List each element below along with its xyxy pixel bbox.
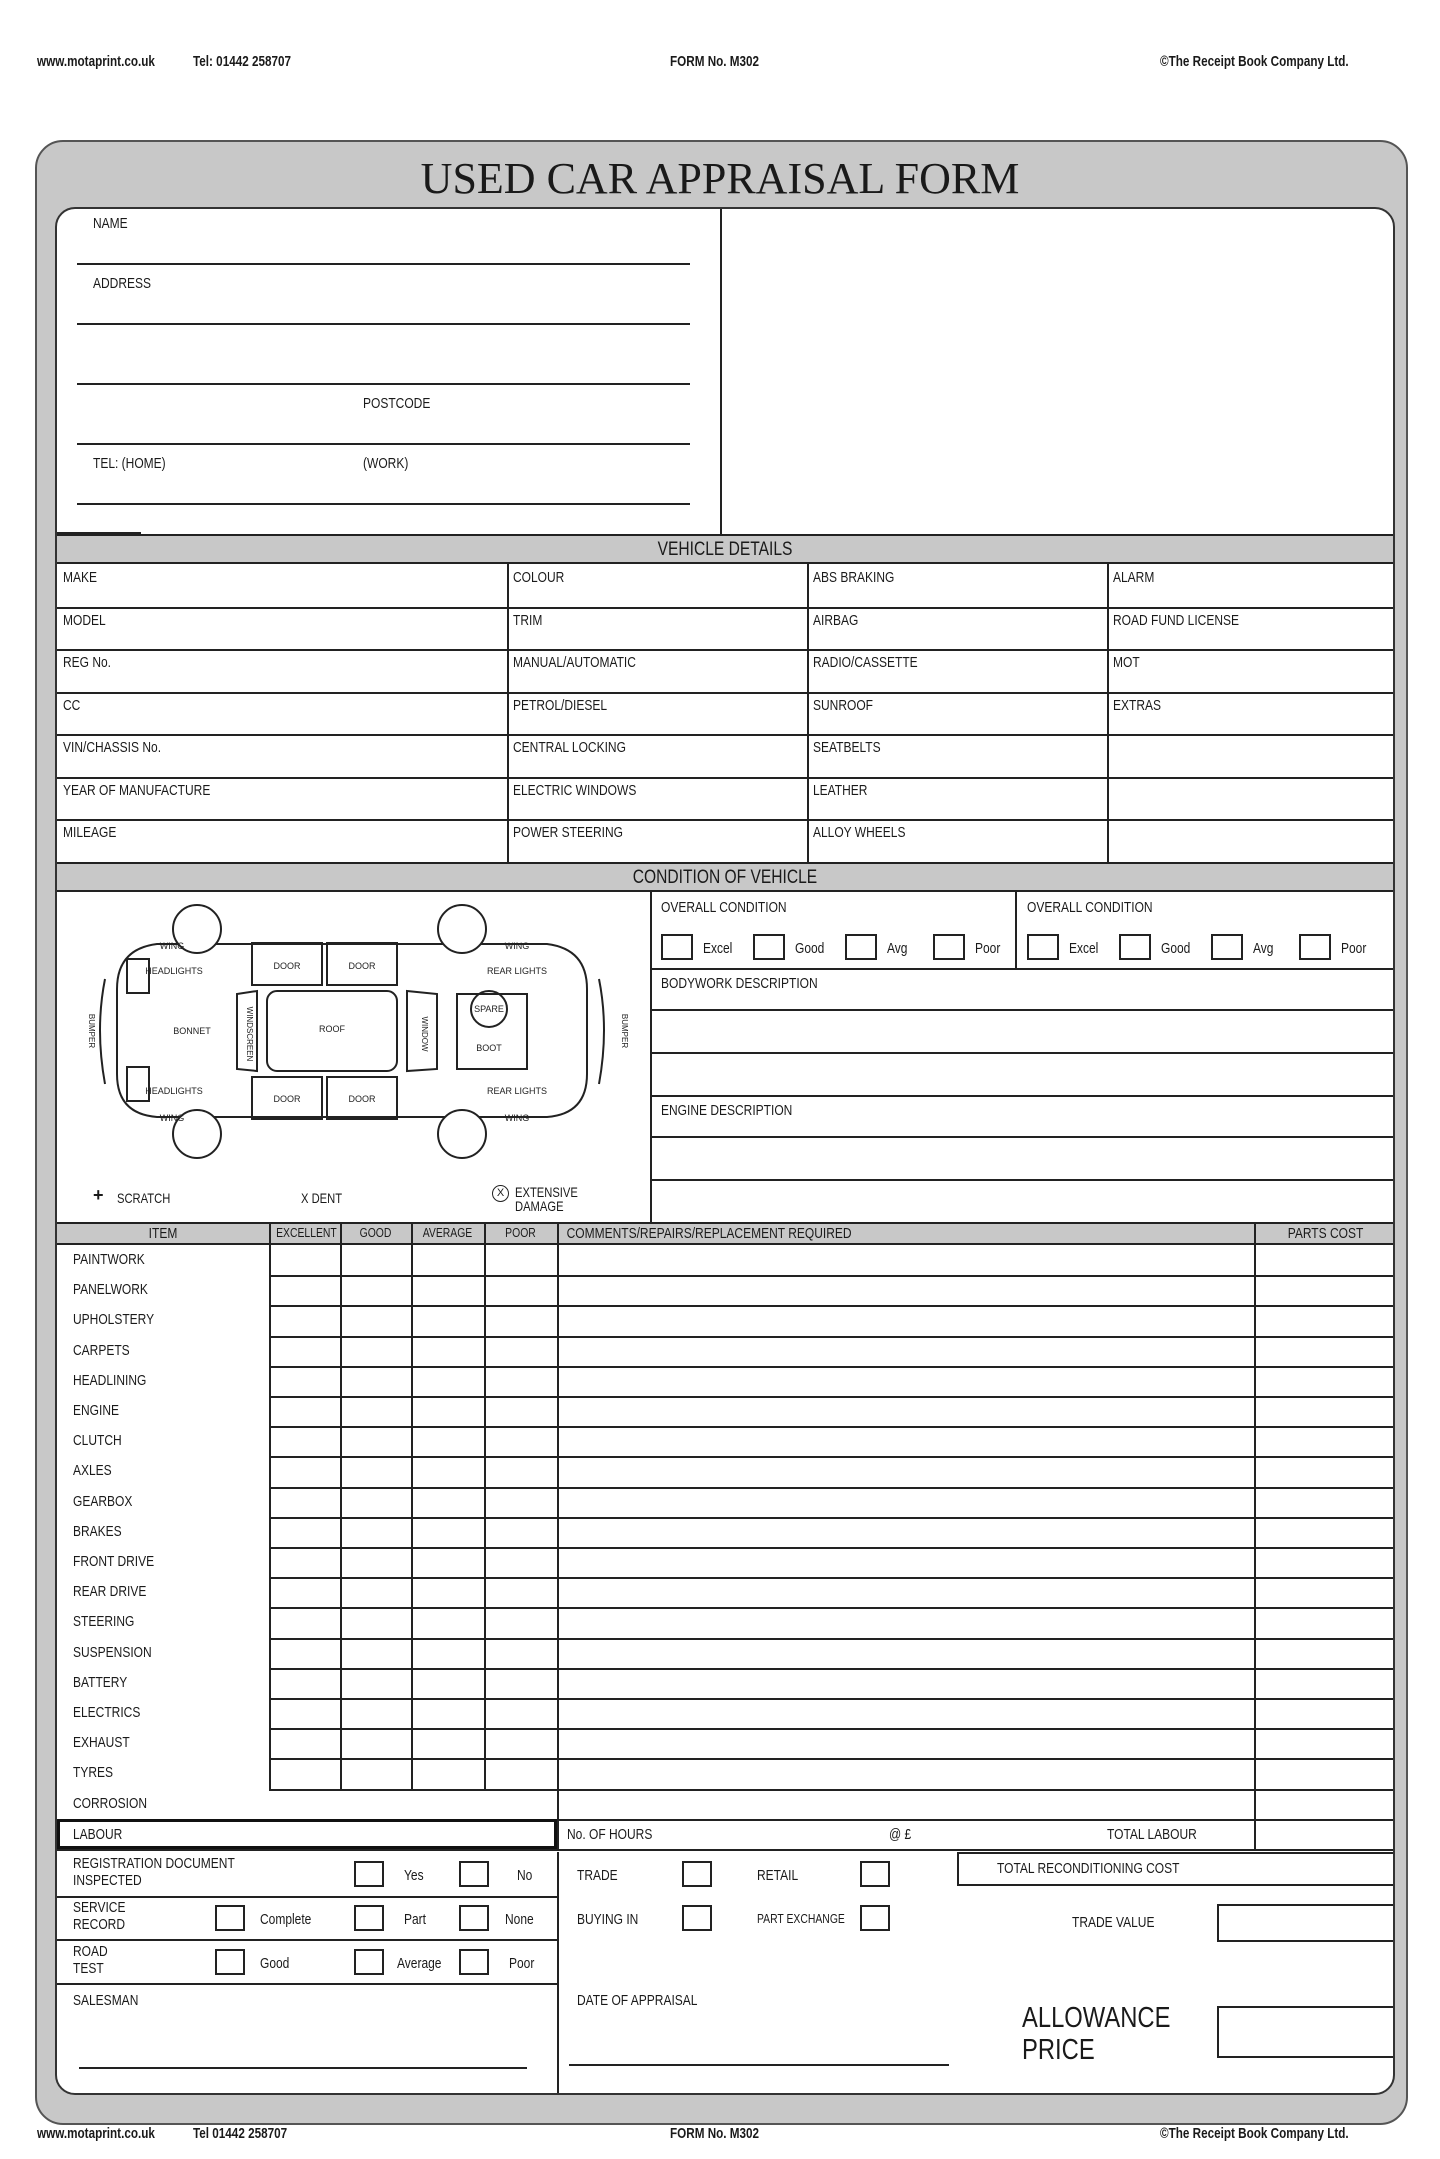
vehicle-row-line [57,692,1395,694]
road-good-label: Good [260,1955,290,1972]
trade-value-box[interactable] [1217,1904,1395,1942]
table-row[interactable] [269,1698,1395,1700]
reg-line [57,1896,557,1898]
price-label: PRICE [1022,2034,1095,2066]
item-label: PAINTWORK [73,1251,145,1268]
item-label: GEARBOX [73,1492,133,1510]
vehicle-field-label: MODEL [63,611,106,629]
circled-x-icon: X [492,1185,509,1202]
vehicle-field-label: YEAR OF MANUFACTURE [63,781,211,799]
overall-condition-2-checkbox[interactable] [1027,934,1059,960]
items-header-cell: PARTS COST [1287,1225,1364,1242]
rear-bumper [599,979,604,1084]
road-average-checkbox[interactable] [354,1949,384,1975]
road-good-checkbox[interactable] [215,1949,245,1975]
part-exchange-label: PART EXCHANGE [757,1911,845,1926]
item-label: UPHOLSTERY [73,1311,155,1329]
vehicle-field-label: VIN/CHASSIS No. [63,739,162,756]
vehicle-field-label: ELECTRIC WINDOWS [513,781,637,799]
bodywork-label: BODYWORK DESCRIPTION [661,975,818,992]
overall-condition-1-checkbox[interactable] [661,934,693,960]
service-complete-checkbox[interactable] [215,1905,245,1931]
vehicle-field-label: MAKE [63,569,98,586]
name-label: NAME [93,215,128,232]
bottom-divider [557,1852,559,2095]
rear-bottom-wheel-icon [438,1110,486,1158]
road-label: ROAD [73,1943,108,1960]
overall-condition-2-checkbox[interactable] [1299,934,1331,960]
form-title: USED CAR APPRAISAL FORM [420,154,1020,203]
tel-line[interactable] [77,503,690,505]
item-label: HEADLINING [73,1371,147,1389]
items-header-cell: POOR [505,1225,536,1240]
overall-condition-2-checkbox[interactable] [1211,934,1243,960]
items-col-divider [484,1222,486,1789]
overall-condition-1-checkbox[interactable] [753,934,785,960]
complete-label: Complete [260,1911,312,1928]
overall-condition-option-label: Avg [887,940,908,957]
tel-work-label: (WORK) [363,455,409,472]
item-label: ELECTRICS [73,1704,141,1721]
road-poor-checkbox[interactable] [459,1949,489,1975]
service-line [57,1939,557,1941]
overall-condition-1-checkbox[interactable] [845,934,877,960]
vehicle-field-label: TRIM [513,611,543,629]
service-none-checkbox[interactable] [459,1905,489,1931]
legend-extensive: EXTENSIVE [515,1184,578,1200]
condition-band [57,862,1395,892]
diagram-rear-lights-top: REAR LIGHTS [486,966,548,976]
vehicle-field-label: CC [63,696,81,714]
vehicle-field-label: ALARM [1113,569,1155,586]
vehicle-field-label: ABS BRAKING [813,569,895,586]
bodywork-line-1[interactable] [650,1009,1395,1011]
postcode-line[interactable] [77,443,690,445]
reg-yes-checkbox[interactable] [354,1861,384,1887]
inspected-label: INSPECTED [73,1872,142,1889]
overall-condition-option-label: Excel [703,940,733,957]
allowance-price-box[interactable] [1217,2006,1395,2058]
rear-top-wheel-icon [438,905,486,953]
tel-home-label: TEL: (HOME) [93,455,166,472]
date-line[interactable] [569,2064,949,2066]
labour-bottom-line [57,1849,1395,1851]
diagram-windscreen: WINDSCREEN [245,1006,254,1062]
item-label: EXHAUST [73,1734,130,1752]
road-average-label: Average [397,1955,442,1972]
vehicle-field-label: AIRBAG [813,611,859,629]
diagram-spare: SPARE [474,1004,504,1014]
diagram-wing-tr: WING [504,941,530,951]
vehicle-field-label: MANUAL/AUTOMATIC [513,654,636,671]
table-row[interactable] [269,1758,1395,1760]
legend-dent: X DENT [301,1190,343,1206]
table-row[interactable] [269,1547,1395,1549]
header-form-no: FORM No. M302 [670,53,760,70]
footer-copyright: ©The Receipt Book Company Ltd. [1160,2125,1349,2142]
overall-condition-option-label: Avg [1253,940,1274,957]
part-label: Part [404,1911,427,1928]
table-row[interactable] [269,1487,1395,1489]
overall-condition-option-label: Excel [1069,940,1099,957]
overall-condition-1-checkbox[interactable] [933,934,965,960]
overall-condition-2-checkbox[interactable] [1119,934,1151,960]
items-header-cell: GOOD [359,1225,392,1240]
retail-label: RETAIL [757,1867,799,1884]
car-diagram[interactable] [77,899,637,1159]
item-label: PANELWORK [73,1281,148,1299]
footer-website: www.motaprint.co.uk [37,2125,155,2142]
table-row[interactable] [269,1789,1395,1791]
none-label: None [505,1911,534,1928]
diagram-wing-bl: WING [159,1113,185,1123]
table-row[interactable] [269,1275,1395,1277]
vehicle-field-label: REG No. [63,654,112,671]
diagram-boot: BOOT [476,1043,502,1053]
overall-condition-option-label: Poor [975,940,1001,957]
items-col-divider [340,1222,342,1789]
item-label: CORROSION [73,1794,148,1812]
items-header-cell: EXCELLENT [276,1225,337,1240]
items-header-cell: AVERAGE [422,1225,473,1240]
retail-checkbox[interactable] [860,1861,890,1887]
vehicle-row-line [57,649,1395,651]
vehicle-row-line [57,734,1395,736]
service-label: SERVICE [73,1899,126,1916]
vehicle-field-label: SEATBELTS [813,739,881,756]
vehicle-field-label: MOT [1113,654,1140,671]
item-label: STEERING [73,1613,135,1631]
headlight-top [127,959,149,993]
vehicle-field-label: COLOUR [513,569,565,586]
diagram-rear-lights-bottom: REAR LIGHTS [486,1086,548,1096]
record-label: RECORD [73,1916,126,1933]
diagram-bumper-rear: BUMPER [620,1013,629,1049]
condition-heading: CONDITION OF VEHICLE [632,867,818,888]
vehicle-field-label: MILEAGE [63,824,117,841]
table-row[interactable] [269,1607,1395,1609]
diagram-roof: ROOF [319,1024,345,1034]
items-col-divider [269,1222,271,1789]
item-label: CLUTCH [73,1432,122,1450]
service-part-checkbox[interactable] [354,1905,384,1931]
address-line-2[interactable] [77,383,690,385]
diagram-headlights-bottom: HEADLIGHTS [145,1086,203,1096]
trade-label: TRADE [577,1867,618,1884]
table-row[interactable] [269,1517,1395,1519]
diagram-bonnet: BONNET [173,1026,211,1036]
item-label: ENGINE [73,1402,120,1419]
reg-no-checkbox[interactable] [459,1861,489,1887]
part-exchange-checkbox[interactable] [860,1905,890,1931]
items-col-divider [557,1222,559,1851]
items-header-cell: ITEM [148,1225,178,1242]
vehicle-row-line [57,819,1395,821]
vehicle-row-line [57,607,1395,609]
engine-line-1[interactable] [650,1136,1395,1138]
legend-damage: DAMAGE [515,1198,564,1214]
vehicle-field-label: RADIO/CASSETTE [813,654,918,671]
front-bumper [100,979,105,1084]
items-col-divider [411,1222,413,1789]
footer-tel: Tel 01442 258707 [193,2125,288,2142]
engine-label: ENGINE DESCRIPTION [661,1102,793,1119]
address-label: ADDRESS [93,275,152,292]
diagram-bumper-front: BUMPER [87,1013,96,1049]
labour-box [57,1819,557,1849]
vehicle-col-divider [807,564,809,862]
diagram-headlights-top: HEADLIGHTS [145,966,203,976]
table-row[interactable] [269,1426,1395,1428]
item-label: BATTERY [73,1673,128,1691]
items-col-divider [1254,1222,1256,1851]
overall-condition-option-label: Poor [1341,940,1367,957]
item-label: CARPETS [73,1341,130,1359]
table-row[interactable] [269,1366,1395,1368]
vehicle-field-label: LEATHER [813,781,868,799]
vehicle-field-label: ALLOY WHEELS [813,824,906,841]
bodywork-line-2[interactable] [650,1052,1395,1054]
header-copyright: ©The Receipt Book Company Ltd. [1160,53,1349,70]
table-row[interactable] [269,1456,1395,1458]
road-poor-label: Poor [509,1955,535,1972]
name-line[interactable] [77,263,690,265]
vehicle-field-label: EXTRAS [1113,696,1162,714]
overall-condition-label-2: OVERALL CONDITION [1027,899,1153,916]
no-label: No [517,1867,533,1884]
table-row[interactable] [269,1396,1395,1398]
diagram-door-2: DOOR [348,961,376,971]
item-label: BRAKES [73,1522,122,1540]
total-labour-label: TOTAL LABOUR [1107,1825,1197,1843]
overall-condition-label-1: OVERALL CONDITION [661,899,787,916]
vehicle-col-divider [507,564,509,862]
date-label: DATE OF APPRAISAL [577,1992,698,2009]
rate-label: @ £ [889,1825,912,1843]
postcode-label: POSTCODE [363,395,431,412]
form-body [55,207,1395,2095]
salesman-line[interactable] [79,2067,527,2069]
table-row[interactable] [269,1668,1395,1670]
trade-checkbox[interactable] [682,1861,712,1887]
hours-label: No. OF HOURS [567,1825,653,1843]
overall-condition-option-label: Good [795,940,825,957]
allowance-label: ALLOWANCE [1022,2002,1171,2034]
item-label: SUSPENSION [73,1643,152,1661]
reg-doc-label: REGISTRATION DOCUMENT [73,1855,235,1872]
vehicle-row-line [57,777,1395,779]
vehicle-field-label: PETROL/DIESEL [513,696,608,714]
engine-line-2[interactable] [650,1179,1395,1181]
buying-in-label: BUYING IN [577,1911,639,1928]
diagram-door-1: DOOR [273,961,301,971]
vehicle-details-heading: VEHICLE DETAILS [657,539,793,560]
table-row[interactable] [269,1336,1395,1338]
vehicle-details-band [57,534,1395,564]
table-row[interactable] [269,1638,1395,1640]
header-website: www.motaprint.co.uk [37,53,155,70]
legend-scratch: SCRATCH [117,1190,171,1206]
vehicle-field-label: CENTRAL LOCKING [513,739,626,756]
table-row[interactable] [269,1305,1395,1307]
item-label: TYRES [73,1764,114,1782]
footer-form-no: FORM No. M302 [670,2125,760,2142]
salesman-label: SALESMAN [73,1992,139,2009]
overall-condition-option-label: Good [1161,940,1191,957]
yes-label: Yes [404,1867,424,1884]
diagram-wing-br: WING [504,1113,530,1123]
item-label: REAR DRIVE [73,1583,147,1601]
address-line-1[interactable] [77,323,690,325]
diagram-wing-tl: WING [159,941,185,951]
labour-label: LABOUR [73,1825,123,1843]
table-row[interactable] [269,1728,1395,1730]
diagram-door-3: DOOR [273,1094,301,1104]
diagram-door-4: DOOR [348,1094,376,1104]
header-tel: Tel: 01442 258707 [193,53,292,70]
diagram-window: WINDOW [420,1016,429,1052]
items-header-cell: COMMENTS/REPAIRS/REPLACEMENT REQUIRED [566,1225,852,1242]
vehicle-col-divider [1107,564,1109,862]
table-row[interactable] [269,1577,1395,1579]
item-label: FRONT DRIVE [73,1553,155,1570]
trade-value-label: TRADE VALUE [1072,1914,1155,1931]
vehicle-field-label: ROAD FUND LICENSE [1113,611,1240,629]
test-label: TEST [73,1960,104,1977]
item-label: AXLES [73,1462,112,1480]
total-recon-label: TOTAL RECONDITIONING COST [997,1860,1180,1877]
buying-in-checkbox[interactable] [682,1905,712,1931]
vehicle-field-label: SUNROOF [813,696,873,714]
road-line [57,1983,557,1985]
vehicle-field-label: POWER STEERING [513,824,624,841]
plus-icon: + [93,1185,104,1205]
